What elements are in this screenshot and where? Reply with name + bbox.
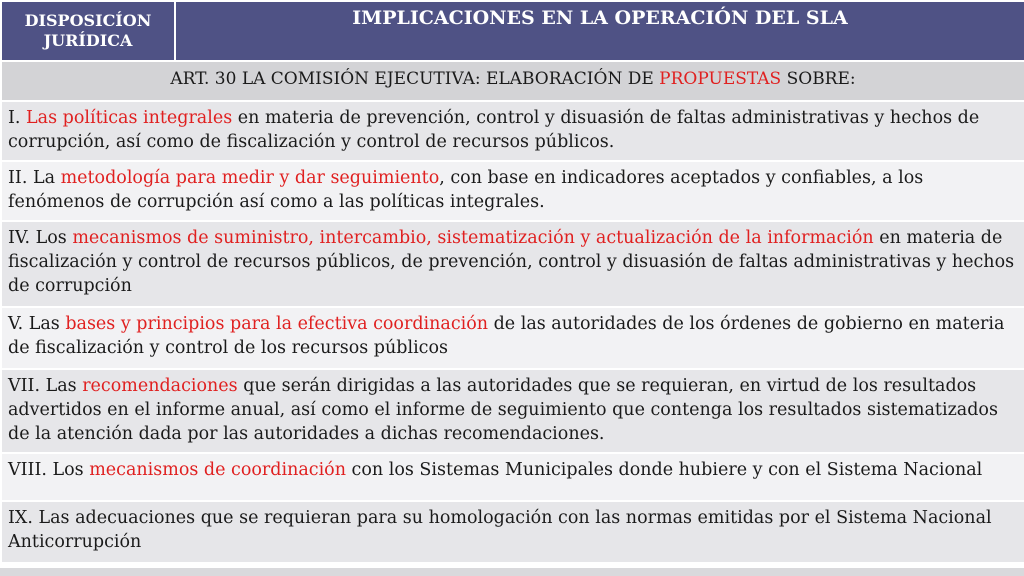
header-implications: IMPLICACIONES EN LA OPERACIÓN DEL SLA [175, 1, 1024, 61]
item-highlight: mecanismos de suministro, intercambio, sistematización y actualización de la información [72, 228, 874, 248]
item-cell [1, 369, 1024, 453]
item-cell [1, 221, 1024, 307]
item-text-post: que serán dirigidas a las autoridades que se requieran, en virtud de los resultados advertidos en el informe anual, así como el informe de seguimiento que contenga los resultados sistematizados de la atención dada por las autoridades a dichas recomendaciones. [8, 376, 998, 444]
item-highlight: recomendaciones [82, 376, 238, 396]
article-highlight: PROPUESTAS [659, 69, 782, 89]
header-row [1, 1, 1024, 61]
item-highlight: bases y principios para la efectiva coordinación [65, 314, 489, 334]
article-cell [1, 61, 1024, 101]
item-text-pre: I. [8, 108, 27, 128]
table-row [1, 369, 1024, 453]
item-cell [1, 453, 1024, 501]
bottom-bar [0, 568, 1024, 576]
table-row [1, 453, 1024, 501]
item-text-pre: IV. Los [8, 228, 73, 248]
item-highlight: Las políticas integrales [26, 108, 233, 128]
table-row [1, 221, 1024, 307]
item-highlight: metodología para medir y dar seguimiento [60, 168, 440, 188]
item-text-pre: II. La [8, 168, 61, 188]
item-text-pre: V. Las [8, 314, 66, 334]
table-row [1, 501, 1024, 563]
item-text-pre: VIII. Los [8, 460, 90, 480]
item-cell [1, 101, 1024, 161]
article-row [1, 61, 1024, 101]
header-legal-provision: DISPOSICÍON JURÍDICA [1, 1, 175, 61]
item-text-post: de las autoridades de los órdenes de gobierno en materia de fiscalización y control de los recursos públicos [8, 314, 1005, 358]
article-text-post: SOBRE: [781, 69, 856, 89]
item-text-post: , con base en indicadores aceptados y confiables, a los fenómenos de corrupción así como a las políticas integrales. [8, 168, 924, 212]
item-cell [1, 161, 1024, 221]
item-cell [1, 501, 1024, 563]
item-text-pre: VII. Las [8, 376, 83, 396]
item-highlight: mecanismos de coordinación [89, 460, 346, 480]
table-row [1, 161, 1024, 221]
article-text-pre: ART. 30 LA COMISIÓN EJECUTIVA: ELABORACIÓN DE [170, 69, 660, 89]
item-text-pre: IX. Las adecuaciones que se requieran para su homologación con las normas emitidas por el Sistema Nacional Anticorrupción [8, 508, 992, 552]
table-row [1, 101, 1024, 161]
item-text-post: con los Sistemas Municipales donde hubiere y con el Sistema Nacional [345, 460, 983, 480]
item-text-post: en materia de fiscalización y control de recursos públicos, de prevención, control y disuasión de faltas administrativas y hechos de corrupción [8, 228, 1015, 296]
item-cell [1, 307, 1024, 369]
table-row [1, 307, 1024, 369]
item-text-post: en materia de prevención, control y disuasión de faltas administrativas y hechos de corrupción, así como de fiscalización y control de recursos públicos. [8, 108, 980, 152]
